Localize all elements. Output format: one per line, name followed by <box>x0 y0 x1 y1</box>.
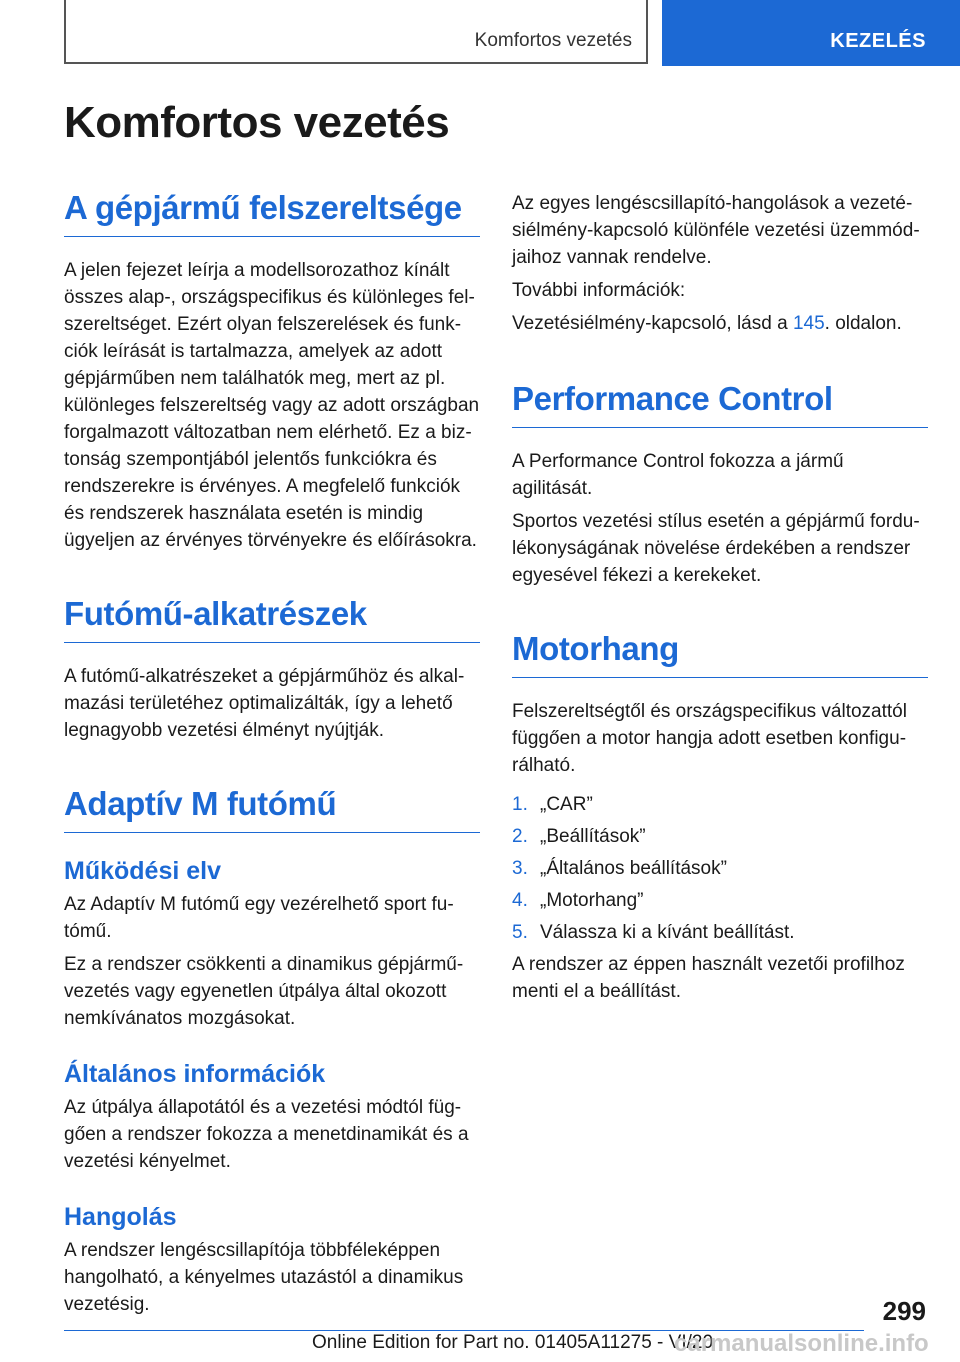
step-number: 5. <box>512 922 528 943</box>
list-item <box>512 919 928 946</box>
heading-adaptive-m-suspension: Adaptív M futómű <box>64 782 480 833</box>
page-header <box>0 0 960 66</box>
paragraph-damper-modes: Az egyes lengéscsillapító-hangolások a vezetésiélmény-kapcsoló különféle vezetési üzemmódjaihoz vannak rendelve. <box>512 193 920 268</box>
section-tab <box>662 0 960 66</box>
list-item <box>512 791 928 818</box>
step-number: 4. <box>512 890 528 911</box>
step-text: „Motorhang” <box>540 890 644 911</box>
right-column <box>512 186 928 1005</box>
step-number: 3. <box>512 858 528 879</box>
left-column <box>64 186 480 1318</box>
list-item <box>512 855 928 882</box>
paragraph-vehicle-equipment: A jelen fejezet leírja a modellsorozathoz kínált összes alap-, országspecifikus és különleges felszereltséget. Ezért olyan felszerelések és funkciók leírását is tartalmazza, amelyek az adott gépjárműben nem találhatók meg, mert az pl. különleges felszereltség vagy az adott országban forgalmazott változatban nem elérhető. Ez a biztonság szempontjából jelentős funkciókra és rendszerekre is érvényes. A megfelelő funkciók és rendszerek használata esetén is mindig ügyeljen az érvényes törvényekre és előírásokra. <box>64 260 480 551</box>
heading-vehicle-equipment: A gépjármű felszereltsége <box>64 186 480 237</box>
paragraph-chassis-components: A futómű-alkatrészeket a gépjárműhöz és alkalmazási területéhez optimalizálták, így a lehető legnagyobb vezetési élményt nyújtják. <box>64 666 465 741</box>
step-text: „Általános beállítások” <box>540 858 727 879</box>
step-number: 2. <box>512 826 528 847</box>
heading-tuning: Hangolás <box>64 1203 177 1231</box>
steps-list <box>512 791 928 946</box>
page-title: Komfortos vezetés <box>64 98 450 147</box>
paragraph-tuning: A rendszer lengéscsillapítója többféleképpen hangolható, a kényelmes utazástól a dinamikus vezetésig. <box>64 1240 464 1315</box>
paragraph-performance-control-1: A Performance Control fokozza a jármű agilitását. <box>512 451 844 499</box>
chapter-tab <box>64 0 648 64</box>
page-number: 299 <box>882 1296 926 1326</box>
heading-chassis-components: Futómű-alkatrészek <box>64 592 480 643</box>
paragraph-engine-sound-2: A rendszer az éppen használt vezetői profilhoz menti el a beállítást. <box>512 954 905 1002</box>
cross-reference-suffix: . oldalon. <box>824 313 902 334</box>
paragraph-general-info: Az útpálya állapotától és a vezetési módtól függően a rendszer fokozza a menetdinamikát és a vezetési kényelmet. <box>64 1097 469 1172</box>
heading-principle: Működési elv <box>64 857 221 885</box>
watermark: carmanualsonline.info <box>674 1330 929 1357</box>
heading-general-info: Általános információk <box>64 1060 326 1088</box>
paragraph-principle-1: Az Adaptív M futómű egy vezérelhető sport futómű. <box>64 894 454 942</box>
step-number: 1. <box>512 794 528 815</box>
paragraph-more-info: További információk: <box>512 280 686 301</box>
list-item <box>512 887 928 914</box>
section-title: KEZELÉS <box>830 30 926 52</box>
step-text: „Beállítások” <box>540 826 646 847</box>
paragraph-engine-sound-1: Felszereltségtől és országspecifikus változattól függően a motor hangja adott esetben konfigurálható. <box>512 701 907 776</box>
paragraph-performance-control-2: Sportos vezetési stílus esetén a gépjármű fordulékonyságának növelése érdekében a rendszer egyesével fékezi a kerekeket. <box>512 511 920 586</box>
list-item <box>512 823 928 850</box>
page-reference-link[interactable]: 145 <box>792 313 825 334</box>
cross-reference <box>512 310 928 337</box>
heading-engine-sound: Motorhang <box>512 627 928 678</box>
paragraph-principle-2: Ez a rendszer csökkenti a dinamikus gépjárművezetés vagy egyenetlen útpálya által okozott nemkívánatos mozgásokat. <box>64 954 464 1029</box>
heading-performance-control: Performance Control <box>512 377 928 428</box>
cross-reference-text: Vezetésiélmény-kapcsoló, lásd a <box>512 313 793 334</box>
step-text: Válassza ki a kívánt beállítást. <box>540 922 795 943</box>
step-text: „CAR” <box>540 794 593 815</box>
chapter-title: Komfortos vezetés <box>474 30 632 51</box>
footer-edition-text: Online Edition for Part no. 01405A11275 - VI/20 <box>312 1332 714 1353</box>
